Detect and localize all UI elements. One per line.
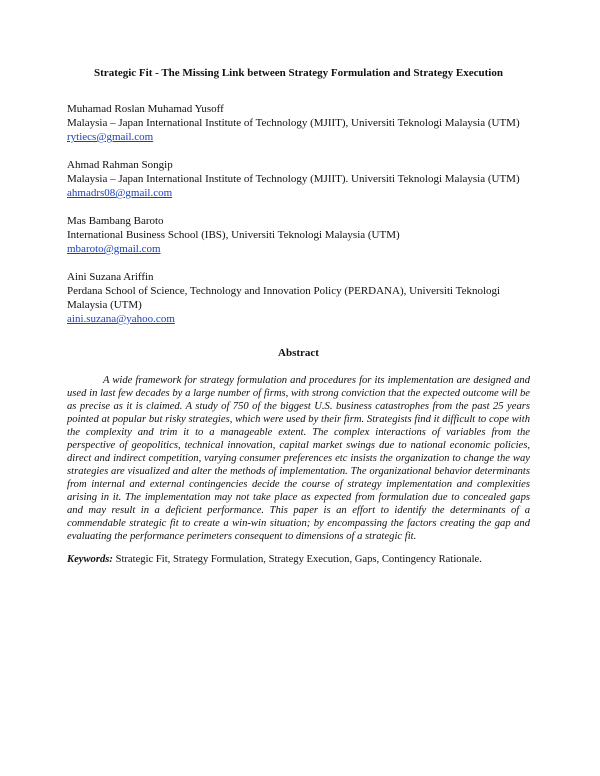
author-name: Muhamad Roslan Muhamad Yusoff [67, 103, 224, 115]
author-email-link[interactable]: ahmadrs08@gmail.com [67, 187, 173, 199]
author-affiliation: Perdana School of Science, Technology and Innovation Policy (PERDANA), Universiti Teknologi Malaysia (UTM) [67, 285, 501, 311]
author-block [67, 270, 530, 326]
author-block [67, 102, 530, 144]
keywords-label: Keywords: [67, 554, 113, 565]
author-affiliation: International Business School (IBS), Universiti Teknologi Malaysia (UTM) [67, 229, 400, 241]
keywords-line [67, 553, 530, 566]
keywords-text: Strategic Fit, Strategy Formulation, Strategy Execution, Gaps, Contingency Rationale. [115, 554, 482, 565]
author-name: Aini Suzana Ariffin [67, 271, 154, 283]
author-affiliation: Malaysia – Japan International Institute of Technology (MJIIT). Universiti Teknologi Malaysia (UTM) [67, 173, 520, 185]
author-email-link[interactable]: aini.suzana@yahoo.com [67, 313, 175, 325]
paper-title: Strategic Fit - The Missing Link between Strategy Formulation and Strategy Execution [94, 67, 503, 79]
author-block [67, 158, 530, 200]
author-affiliation: Malaysia – Japan International Institute of Technology (MJIIT), Universiti Teknologi Malaysia (UTM) [67, 117, 520, 129]
author-name: Ahmad Rahman Songip [67, 159, 173, 171]
abstract-heading: Abstract [278, 347, 319, 359]
author-email-link[interactable]: mbaroto@gmail.com [67, 243, 161, 255]
paper-page [67, 66, 530, 566]
author-email-link[interactable]: rytiecs@gmail.com [67, 131, 154, 143]
abstract-text: A wide framework for strategy formulation and procedures for its implementation are designed and used in last few decades by a large number of firms, with strong conviction that the expected outcome will be as precise as it is claimed. A study of 750 of the biggest U.S. business catastrophes from the past 25 years pointed at popular but risky strategies, which were used by their firm. Strategists find it difficult to cope with the complexity and trim it to a manageable extent. The complex interactions of variables from the perspective of geopolitics, technical innovation, capital market swings due to national economic policies, direct and indirect competition, varying consumer preferences etc insists the organization to change the way strategies are visualized and alter the methods of implementation. The organizational behavior determinants from internal and external contingencies decide the course of strategy implementation and complexities arising in it. The implementation may not take place as expected from formulation due to concealed gaps and may result in a deficient performance. This paper is an effort to identify the determinants of a commendable strategic fit to create a win-win situation; by encompassing the factors creating the gap and evaluating the performance perimeters consequent to dimensions of a strategic fit. [67, 375, 530, 542]
author-name: Mas Bambang Baroto [67, 215, 164, 227]
author-block [67, 214, 530, 256]
